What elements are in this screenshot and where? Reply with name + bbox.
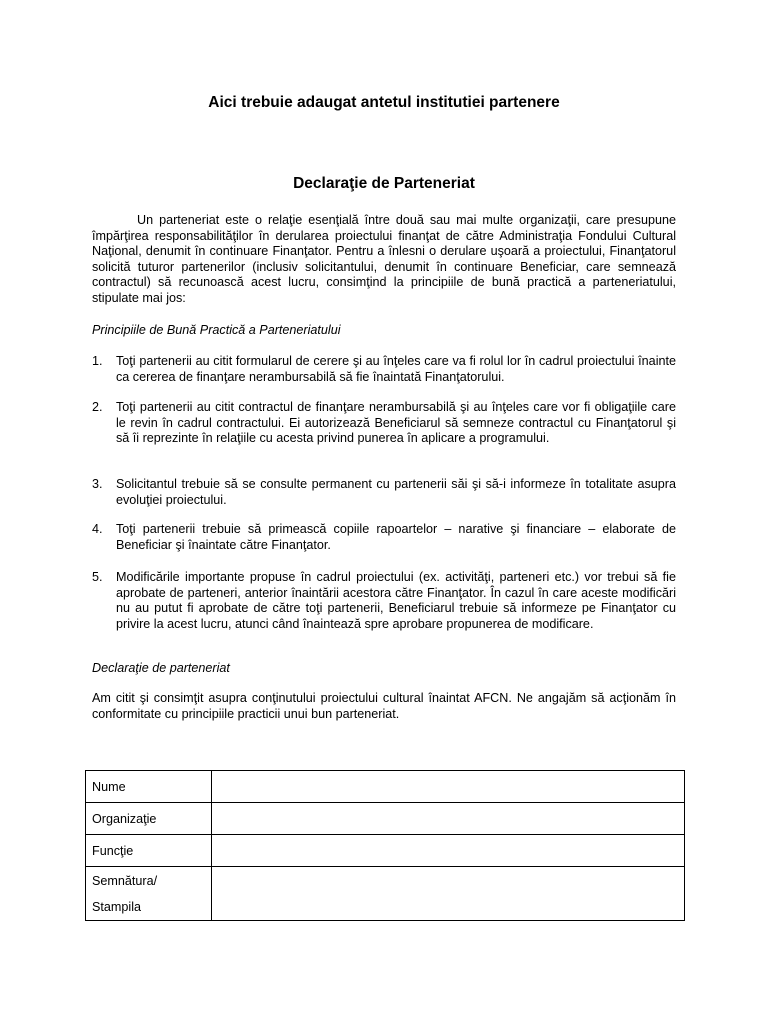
organization-label: Organizaţie xyxy=(86,803,212,835)
signature-stamp-label xyxy=(86,867,212,921)
signature-label-line: Semnătura/ xyxy=(92,873,158,888)
principle-number: 5. xyxy=(92,570,103,584)
principle-text: Modificările importante propuse în cadrul proiectului (ex. activităţi, parteneri etc.) vor trebui să fie aprobate de parteneri, anterior înaintării acestora către Finanţator. În cazul în care aceste modificări nu au putut fi aprobate de către toţi partenerii, Beneficiarul trebuie să informeze pe Finanţator cu privire la acest lucru, atunci când înaintează spre aprobare propunerea de modificare. xyxy=(116,570,676,631)
partner-header-placeholder: Aici trebuie adaugat antetul institutiei partenere xyxy=(208,94,560,111)
document-title: Declaraţie de Parteneriat xyxy=(293,175,475,192)
principle-text: Solicitantul trebuie să se consulte permanent cu partenerii săi şi să-i informeze în totalitate asupra evoluţiei proiectului. xyxy=(116,477,676,507)
principle-number: 2. xyxy=(92,400,103,414)
principle-text: Toţi partenerii au citit contractul de finanţare nerambursabilă şi au înţeles care vor fi obligaţiile care le revin în cadrul contractului. Ei autorizează Beneficiarul să semneze contractul cu Finanţatorul şi să îi reprezinte în relaţiile cu acesta privind punerea în aplicare a programului. xyxy=(116,400,676,446)
name-field[interactable] xyxy=(212,771,685,803)
principle-item-1 xyxy=(92,354,676,385)
table-row xyxy=(86,771,685,803)
function-label: Funcţie xyxy=(86,835,212,867)
principle-number: 3. xyxy=(92,477,103,491)
organization-field[interactable] xyxy=(212,803,685,835)
table-row xyxy=(86,803,685,835)
principle-item-4 xyxy=(92,522,676,553)
principles-heading: Principiile de Bună Practică a Parteneriatului xyxy=(92,323,341,337)
principle-item-5 xyxy=(92,570,676,632)
declaration-statement: Am citit şi consimţit asupra conţinutului proiectului cultural înaintat AFCN. Ne angajăm să acţionăm în conformitate cu principiile practicii unui bun parteneriat. xyxy=(92,691,676,721)
table-row xyxy=(86,867,685,921)
principle-number: 1. xyxy=(92,354,103,368)
function-field[interactable] xyxy=(212,835,685,867)
stamp-label-line: Stampila xyxy=(92,899,141,914)
principle-item-2 xyxy=(92,400,676,447)
signature-field[interactable] xyxy=(212,867,685,921)
principle-number: 4. xyxy=(92,522,103,536)
principle-item-3 xyxy=(92,477,676,508)
principle-text: Toţi partenerii au citit formularul de cerere şi au înţeles care va fi rolul lor în cadrul proiectului înainte ca cererea de finanţare nerambursabilă să fie înaintată Finanţatorului. xyxy=(116,354,676,384)
signature-table xyxy=(85,770,685,921)
declaration-heading: Declaraţie de parteneriat xyxy=(92,661,230,675)
principle-text: Toţi partenerii trebuie să primească copiile rapoartelor – narative şi financiare – elaborate de Beneficiar şi înaintate către Finanţator. xyxy=(116,522,676,552)
name-label: Nume xyxy=(86,771,212,803)
table-row xyxy=(86,835,685,867)
intro-paragraph: Un parteneriat este o relaţie esenţială între două sau mai multe organizaţii, care presupune împărţirea responsabilităţilor în derularea proiectului finanţat de către Administraţia Fondului Cultural Naţional, denumit în continuare Finanţator. Pentru a înlesni o derulare uşoară a proiectului, Finanţatorul solicită tuturor partenerilor (inclusiv solicitantului, denumit în continuare Beneficiar, care semnează contractul) să recunoască acest lucru, consimţind la principiile de bună practică a parteneriatului, stipulate mai jos: xyxy=(92,213,676,305)
